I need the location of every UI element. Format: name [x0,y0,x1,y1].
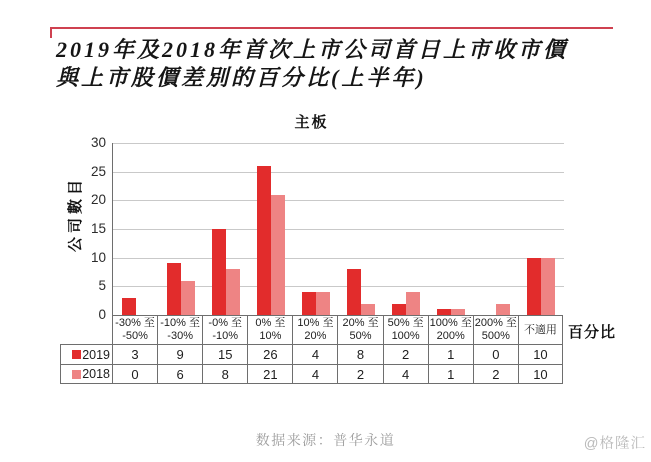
category-header-text: 50% 至 [387,317,424,329]
category-header-text: -30% [167,330,193,342]
bar-2019-cat5 [302,292,316,315]
series-name: 2019 [82,347,110,362]
y-tick-label: 25 [90,163,106,179]
bar-2019-cat3 [212,229,226,315]
value-cell: 6 [157,364,202,384]
category-header-text: 100% [391,330,420,342]
value-cell: 0 [473,344,518,364]
category-header-text: 200% 至 [474,317,517,329]
value-cell: 2 [337,364,382,384]
plot-area [112,143,564,315]
y-axis-tick-labels [70,135,106,322]
bar-2019-cat6 [347,269,361,315]
category-header-text: 100% 至 [429,317,472,329]
headline-corner-accent [50,29,52,38]
headline-box [50,27,613,92]
series-legend-cell-2018 [60,364,112,384]
bar-2018-cat5 [316,292,330,315]
category-header-text: 50% [349,330,372,342]
gridline [113,143,564,144]
value-cell: 1 [428,364,473,384]
category-header-text: 200% [436,330,465,342]
category-header-text: 20% [304,330,327,342]
category-header-cell [202,315,247,344]
source-caption: 数据来源：普华永道 [255,432,396,448]
value-cell: 10 [518,364,563,384]
page-title [50,29,613,92]
value-cell: 4 [383,364,428,384]
legend-swatch-2019 [72,350,81,359]
category-header-cell [473,315,518,344]
value-cell: 1 [428,344,473,364]
value-cell: 2 [383,344,428,364]
y-tick-label: 5 [98,278,106,294]
bar-2018-cat4 [271,195,285,315]
category-header-text: -10% 至 [160,317,201,329]
value-cell: 10 [518,344,563,364]
category-header-text: -50% [122,330,148,342]
value-cell: 15 [202,344,247,364]
value-cell: 21 [247,364,292,384]
value-cell: 9 [157,344,202,364]
value-cell: 4 [292,364,337,384]
category-header-cell [383,315,428,344]
value-cell: 0 [112,364,157,384]
category-header-text: 10% [259,330,282,342]
gridline [113,258,564,259]
category-header-text: 20% 至 [342,317,379,329]
category-header-cell [157,315,202,344]
bar-2019-cat2 [167,263,181,315]
category-header-text: -10% [212,330,239,342]
bar-2018-cat6 [361,304,375,315]
bar-2019-cat10 [527,258,541,315]
y-tick-label: 10 [90,249,106,265]
category-header-text: -30% 至 [115,317,155,329]
category-header-text: 10% 至 [297,317,334,329]
category-header-cell [428,315,473,344]
gridline [113,172,564,173]
page-title-line1: 2019年及2018年首次上市公司首日上市收市價 [56,37,569,62]
y-tick-label: 15 [90,221,106,236]
chart-title: 主板 [294,114,329,131]
value-cell: 4 [292,344,337,364]
bar-2019-cat4 [257,166,271,315]
value-cell: 3 [112,344,157,364]
series-legend-cell-2019 [60,344,112,364]
category-header-cell [247,315,292,344]
bar-2018-cat2 [181,281,195,315]
x-axis-title: 百分比 [568,324,617,341]
bar-2019-cat1 [122,298,136,315]
bar-2019-cat7 [392,304,406,315]
data-table [60,315,563,384]
series-name: 2018 [82,367,110,381]
legend-swatch-2018 [72,370,81,379]
bar-2018-cat10 [541,258,555,315]
table-corner-cell [60,315,112,344]
bar-2018-cat9 [496,304,510,315]
value-cell: 8 [337,344,382,364]
category-header-text: 不適用 [523,323,557,336]
value-cell: 26 [247,344,292,364]
category-header-text: 500% [481,330,510,342]
category-header-cell [112,315,157,344]
category-header-cell [337,315,382,344]
y-tick-label: 30 [90,135,106,150]
value-cell: 8 [202,364,247,384]
gridline [113,200,564,201]
y-tick-label: 0 [98,307,106,322]
watermark: @格隆汇 [583,436,646,452]
category-header-cell [518,315,563,344]
gridline [113,229,564,230]
y-tick-label: 20 [90,192,106,208]
y-axis-title: 公司數目 [67,176,84,253]
bar-2018-cat3 [226,269,240,315]
bar-2018-cat7 [406,292,420,315]
value-cell: 2 [473,364,518,384]
page-title-line2: 與上市股價差別的百分比(上半年) [56,65,427,90]
category-header-text: -0% 至 [208,317,243,329]
category-header-cell [292,315,337,344]
category-header-text: 0% 至 [255,317,286,329]
